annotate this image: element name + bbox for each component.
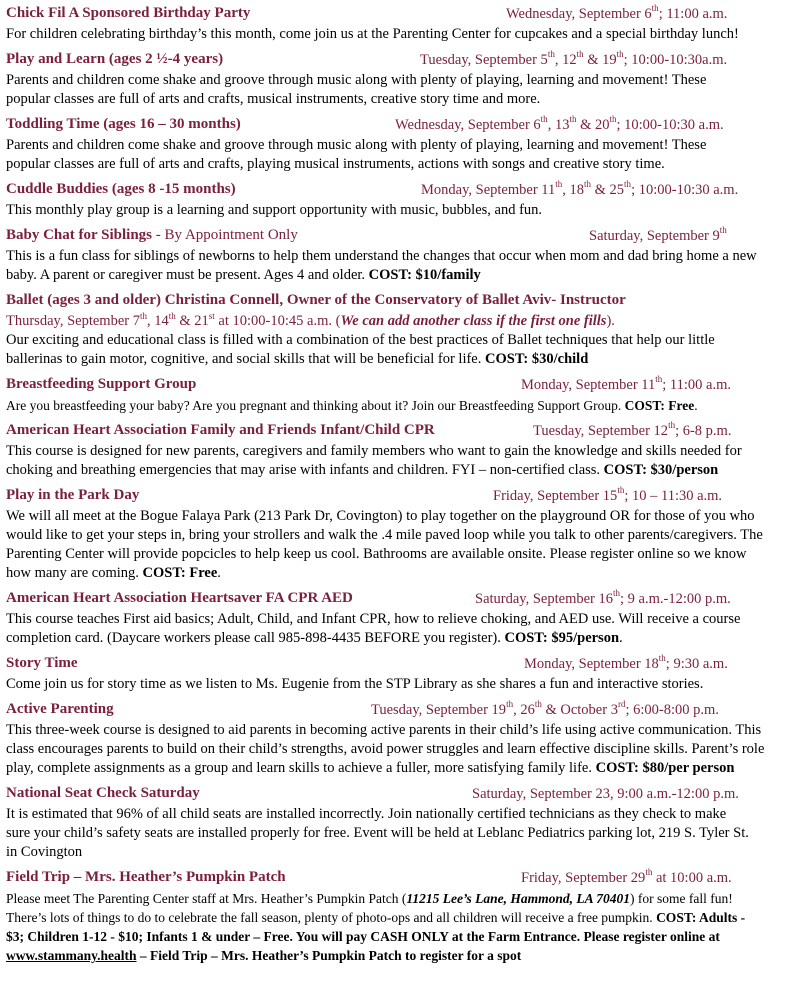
event-header [6,784,786,805]
event-description: We will all meet at the Bogue Falaya Park (213 Park Dr, Covington) to play together on the playground OR for those of you who would like to get your steps in, bring your strollers and walk the .4 mile paved loop while you talk to other parents/caregivers. The Parenting Center will provide popcicles to help keep us cool. Bathrooms are available onsite. Please register online so we know how many are coming. COST: Free. [6,508,763,581]
event-date: Wednesday, September 6th; 11:00 a.m. [506,3,728,22]
event-cost: COST: Free [142,565,218,581]
event-date: Friday, September 15th; 10 – 11:30 a.m. [493,485,723,504]
event-date: Saturday, September 23, 9:00 a.m.-12:00 p.m. [472,786,739,802]
event-description: Please meet The Parenting Center staff at Mrs. Heather’s Pumpkin Patch (11215 Lee’s Lane, Hammond, LA 70401) for some fall fun! There’s lots of things to do to celebrate the fall season, plenty of photo-ops and all children will receive a free pumpkin. COST: Adults - $3; Children 1-12 - $10; Infants 1 & under – Free. You will pay CASH ONLY at the Farm Entrance. Please register online at www.stammany.health – Field Trip – Mrs. Heather’s Pumpkin Patch to register for a spot [6,891,746,963]
event-title: Play in the Park Day [6,487,140,503]
event-description: Parents and children come shake and groove through music along with plenty of playing, learning and movement! These popular classes are full of arts and crafts, musical instruments, creative story time and more. [6,72,707,107]
event-header [6,375,786,396]
event-title: Story Time [6,655,78,671]
event-cost: COST: $80/per person [595,760,735,776]
event-cost: COST: Adults - $3; Children 1-12 - $10; Infants 1 & under – Free. You will pay CASH ONLY at the Farm Entrance. Please register online at www.stammany.health – Field Trip – Mrs. Heather’s Pumpkin Patch to register for a spot [6,910,746,963]
event-cost: COST: $30/child [485,351,589,367]
event-header [6,486,786,507]
event-description: Come join us for story time as we listen to Ms. Eugenie from the STP Library as she shares a fun and interactive stories. [6,676,704,692]
event-title: Play and Learn (ages 2 ½-4 years) [6,51,224,67]
event-description: Our exciting and educational class is filled with a combination of the best practices of Ballet techniques that help our little ballerinas to gain motor, cognitive, and social skills that will be beneficial for life. COST: $30/child [6,332,715,367]
event-description: It is estimated that 96% of all child seats are installed incorrectly. Join nationally certified technicians as they check to make sure your child’s safety seats are installed properly for free. Event will be held at Leblanc Pediatrics parking lot, 219 S. Tyler St. in Covington [6,806,749,860]
event-description: This course teaches First aid basics; Adult, Child, and Infant CPR, how to relieve choking, and AED use. Will receive a course completion card. (Daycare workers please call 985-898-4435 BEFORE you register). COST: $95/person. [6,611,741,646]
event-play-and-learn [6,50,786,109]
event-cost: COST: $30/person [603,462,719,478]
event-title: Ballet (ages 3 and older) Christina Connell, Owner of the Conservatory of Ballet Aviv- Instructor [6,292,626,308]
event-title: American Heart Association Heartsaver FA CPR AED [6,590,353,606]
event-date: Saturday, September 9th [589,225,727,244]
event-title-note: - By Appointment Only [152,227,298,243]
event-description: This monthly play group is a learning and support opportunity with music, bubbles, and fun. [6,202,543,218]
event-date: Friday, September 29th at 10:00 a.m. [521,867,732,886]
event-toddling-time [6,115,786,174]
event-description: This three-week course is designed to aid parents in becoming active parents in their child’s life using active communication. This class encourages parents to build on their child’s strengths, avoid power struggles and learn effective discipline skills. Parent’s role play, complete assignments as a group and learn skills to achieve a fuller, more satisfying family life. COST: $80/per person [6,722,765,776]
event-date: Monday, September 11th, 18th & 25th; 10:00-10:30 a.m. [421,179,739,198]
event-date: Tuesday, September 12th; 6-8 p.m. [533,420,732,439]
event-description: This is a fun class for siblings of newborns to help them understand the changes that occur when mom and dad bring home a new baby. A parent or caregiver must be present. Ages 4 and older. COST: $10/family [6,248,757,283]
event-cost: COST: $10/family [368,267,481,283]
event-date: Tuesday, September 19th, 26th & October 3rd; 6:00-8:00 p.m. [371,699,719,718]
event-header [6,421,786,442]
event-address: 11215 Lee’s Lane, Hammond, LA 70401 [406,891,631,906]
event-date: Saturday, September 16th; 9 a.m.-12:00 p.m. [475,588,731,607]
event-active-parenting [6,700,786,778]
event-title: Chick Fil A Sponsored Birthday Party [6,5,251,21]
event-ballet [6,291,786,369]
event-date: Tuesday, September 5th, 12th & 19th; 10:00-10:30a.m. [420,49,728,68]
event-title: Breastfeeding Support Group [6,376,197,392]
event-title: Cuddle Buddies (ages 8 -15 months) [6,181,236,197]
event-cost: COST: $95/person [504,630,620,646]
event-cuddle-buddies [6,180,786,220]
event-birthday-party [6,4,786,44]
event-family-cpr [6,421,786,480]
events-page [6,4,786,971]
event-title: Baby Chat for Siblings - By Appointment Only [6,227,298,243]
event-title: Field Trip – Mrs. Heather’s Pumpkin Patch [6,869,286,885]
event-header [6,226,786,247]
event-description: Parents and children come shake and groove through music along with plenty of playing, learning and movement! These popular classes are full of arts and crafts, playing musical instruments, actions with songs and creative story time. [6,137,707,172]
event-baby-chat [6,226,786,285]
event-description: Are you breastfeeding your baby? Are you pregnant and thinking about it? Join our Breastfeeding Support Group. COST: Free. [6,398,698,413]
event-title: Active Parenting [6,701,114,717]
event-header [6,291,786,312]
event-heartsaver-cpr [6,589,786,648]
event-title: American Heart Association Family and Friends Infant/Child CPR [6,422,435,438]
event-play-in-park [6,486,786,583]
register-link[interactable]: www.stammany.health [6,948,137,963]
event-description: This course is designed for new parents, caregivers and family members who want to gain the knowledge and skills needed for choking and breathing emergencies that may arise with infants and children. FYI – non-certified class. COST: $30/person [6,443,742,478]
event-header [6,589,786,610]
event-header [6,115,786,136]
event-cost: COST: Free [624,398,695,413]
event-breastfeeding [6,375,786,415]
event-header [6,868,786,889]
event-date: Monday, September 11th; 11:00 a.m. [521,374,731,393]
event-header [6,180,786,201]
event-date-note: We can add another class if the first one fills [340,313,607,329]
event-header [6,4,786,25]
event-seat-check [6,784,786,862]
event-title: Toddling Time (ages 16 – 30 months) [6,116,241,132]
event-date: Monday, September 18th; 9:30 a.m. [524,653,728,672]
event-field-trip [6,868,786,965]
event-header [6,50,786,71]
event-description: For children celebrating birthday’s this month, come join us at the Parenting Center for cupcakes and a special birthday lunch! [6,26,739,42]
event-story-time [6,654,786,694]
event-date: Wednesday, September 6th, 13th & 20th; 10:00-10:30 a.m. [395,114,724,133]
event-header [6,654,786,675]
event-title: National Seat Check Saturday [6,785,200,801]
event-date: Thursday, September 7th, 14th & 21st at 10:00-10:45 a.m. (We can add another class if the first one fills). [6,311,615,329]
event-header [6,700,786,721]
